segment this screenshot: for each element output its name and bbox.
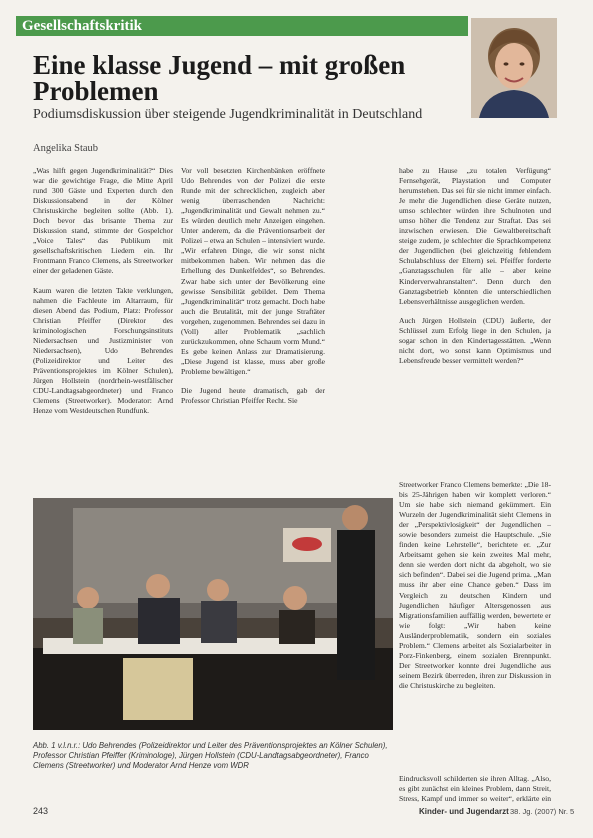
paragraph: „Was hilft gegen Jugendkriminalität?“ Dies war die gewichtige Frage, die Mitte April rund 300 Gäste und Experten durch den Diskussionsabend in der Kölner Christuskirche begleiten sollte (Abb. 1). Doch bevor das brisante Thema zur Diskussion stand, stimmte der Gospelchor „Voice Tales“ das Publikum mit gesellschaftskritischen Liedern ein. Ihr Frontmann Franco Clemens, als Streetworker einer der geladenen Gäste. <box>33 166 173 276</box>
article-column-1 <box>33 166 173 496</box>
paragraph: Auch Jürgen Hollstein (CDU) äußerte, der Schlüssel zum Erfolg liege in den Schulen, ja sogar schon in den Kindertagesstätten. „Wenn nicht dort, wo sonst kann Optimismus und Lebensfreude besser vermittelt werden?“ <box>399 315 551 365</box>
subheadline: Podiumsdiskussion über steigende Jugendkriminalität in Deutschland <box>33 107 423 122</box>
panel-photo-illustration <box>33 498 393 730</box>
section-label: Gesellschaftskritik <box>22 18 142 34</box>
footer-magazine-name: Kinder- und Jugendarzt <box>419 807 509 816</box>
paragraph: habe zu Hause „zu totalen Verfügung“ Fernsehgerät, Playstation und Computer herumstehen. Das sei für sie nicht immer einfach. Je mehr die Jugendlichen diese Geräte nutzen, umso schlechter würden ihre Schulnoten und umso höher die Tendenz zur Straftat. Das sei inzwischen erwiesen. Die Gewaltbereitschaft steige zudem, je schlechter die Sprachkompetenz der Jugendlichen (bei gleichzeitig fehlendem Schulabschluss der Eltern) sei. Pfeiffer forderte „Ganztagsschulen für alle – aber keine Kinderverwahranstalten“. Denn durch den Ganztagsbetrieb könnten die unterschiedlichen Lebensverhältnisse ausgeglichen werden. <box>399 166 551 306</box>
author-portrait <box>471 18 557 118</box>
portrait-illustration <box>471 18 557 118</box>
article-column-3-end <box>399 774 551 804</box>
paragraph: Streetworker Franco Clemens bemerkte: „Die 18- bis 25-Jährigen haben wir komplett verloren.“ Um sie habe sich niemand gekümmert. Ein Wurzeln der Jugendkriminalität sieht Clemens in der „Perspektivlosigkeit“ der Jugendlichen – sowie besonders zumeist die Hauptschule. „Sie finden keine Lehrstelle“, berichtete er. „Zur Arbeitsamt gehen sie kein zweites Mal mehr, denn sie werden dort nicht da abgeholt, wo sie sich befinden“. Dabei sei die Jugend prima. „Man muss ihr aber eine Chance geben.“ Dass im Vergleich zu deutschen Kindern und Jugendlichen häufiger Altersgenossen aus Migrationsfamilien auffällig werden, bewertete er wie folgt: „Wir haben keine Ausländerproblematik, sondern ein soziales Problem.“ Clemens arbeitet als Sozialarbeiter in Porz-Finkenberg, einem sozialen Brennpunkt. Der Streetworker konnte drei Jugendliche aus seinem Bezirk überreden, ihren zur Diskussion in die Christuskirche zu begleiten. <box>399 480 551 690</box>
paragraph: Kaum waren die letzten Takte verklungen, nahmen die Fachleute im Altarraum, für diesen Abend das Podium, Platz: Professor Christian Pfeiffer (Direktor des kriminologischen Forschungsinstituts Niedersachsen und Justizminister von Niedersachsen), Udo Behrendes (Polizeidirektor und Leiter des Präventionsprojektes im Kölner Schulen), Jürgen Hollstein (nordrhein-westfälischer CDU-Landtagsabgeordneter) und Franco Clemens (Streetworker). Moderator: Arnd Henze vom Westdeutschen Rundfunk. <box>33 285 173 416</box>
paragraph: Die Jugend heute dramatisch, gab der Professor Christian Pfeiffer Recht. Sie <box>181 385 325 406</box>
headline: Eine klasse Jugend – mit großen Problemen <box>33 50 406 106</box>
article-column-2 <box>181 166 325 496</box>
paragraph: Eindrucksvoll schilderten sie ihren Alltag. „Also, es gibt zunächst ein kleines Problem, dann Streit, Stress, Kampf und immer so weiter“, erklärte ein <box>399 774 551 804</box>
panel-photo <box>33 498 393 730</box>
author-byline: Angelika Staub <box>33 143 99 154</box>
paragraph: Vor voll besetzten Kirchenbänken eröffnete Udo Behrendes von der Polizei die erste Runde mit der schrecklichen, zugleich aber wenig überraschenden Nachricht: „Jugendkriminalität und Gewalt nehmen zu.“ Es würden deutlich mehr Anzeigen eingehen. Unter anderem, da die Präventionsarbeit der Polizei – etwa an Schulen – intensiviert wurde. „Wir erfahren Dinge, die wir sonst nicht mitbekommen haben. Wir nehmen das die Erhellung des Dunkelfeldes“, so Behrendes. Zwar habe sich unter der Bevölkerung eine gewisse Sensibilität gebildet. Dem Thema „Jugendkriminalität“ trotz gemacht. Doch habe auch die Brutalität, mit der junge Straftäter vorgehen, zugenommen. Behrendes sei dazu in (Voll) aller Problematik „sachlich zurückzukommen, ohne Schaum vorm Mund.“ Es gebe keinen Anlass zur Dramatisierung. „Diese Jugend ist klasse, muss aber große Probleme bewältigen.“ <box>181 166 325 376</box>
page-number: 243 <box>33 806 49 816</box>
photo-caption: Abb. 1 v.l.n.r.: Udo Behrendes (Polizeidirektor und Leiter des Präventionsprojektes an Kölner Schulen), Professor Christian Pfeiffer (Kriminologe), Jürgen Hollstein (CDU-Landtagsabgeordneter), Franco Clemens (Streetworker) und Moderator Arnd Henze vom WDR <box>33 741 388 770</box>
footer-issue: 38. Jg. (2007) Nr. 5 <box>510 807 575 816</box>
article-column-3 <box>399 166 551 481</box>
article-column-3-continued <box>399 480 551 788</box>
